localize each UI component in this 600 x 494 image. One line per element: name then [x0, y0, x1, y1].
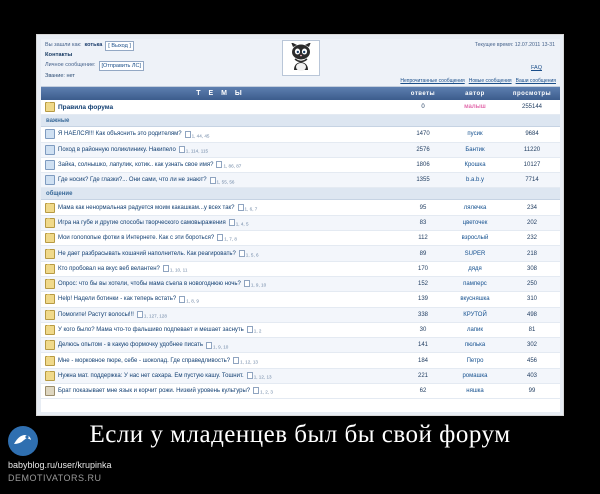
author-cell: [446, 220, 504, 226]
table-header: [41, 87, 560, 100]
topic-cell: [41, 340, 400, 350]
page-numbers: 1, 4, 5: [235, 221, 249, 227]
answers-cell: 112: [418, 235, 428, 242]
folder-icon: [45, 310, 55, 320]
pages-icon: [179, 146, 185, 153]
author-link[interactable]: пусик: [467, 131, 483, 138]
pages-icon: [216, 161, 222, 168]
topic-cell: [41, 102, 400, 112]
folder-icon: [45, 356, 55, 366]
answers-cell: 170: [417, 265, 428, 272]
author-cell: [446, 251, 504, 257]
views-cell: 255144: [521, 104, 543, 111]
table-row[interactable]: [41, 384, 560, 399]
author-link[interactable]: памперс: [463, 281, 487, 288]
folder-icon: [45, 203, 55, 213]
topic-cell: [41, 279, 400, 289]
author-link[interactable]: взрослый: [461, 235, 489, 242]
topic-link[interactable]: Брат показывает мне язык и корчит рожи. Низкий уровень культуры?: [58, 388, 251, 395]
author-cell: [446, 162, 504, 168]
topic-cell: [41, 264, 400, 274]
author-cell: [446, 147, 504, 153]
answers-cell: 83: [419, 219, 427, 226]
folder-icon: [45, 249, 55, 259]
topic-link[interactable]: Не дает разбрасывать кошачий наполнитель. Как реагировать?: [58, 250, 236, 257]
brand-watermark: DEMOTIVATORS.RU: [8, 473, 102, 483]
author-cell: [446, 205, 504, 211]
topic-link[interactable]: Опрос: что бы вы хотели, чтобы мама съела в новогоднюю ночь?: [58, 281, 241, 288]
new-messages-link[interactable]: Новые сообщения: [468, 78, 512, 84]
author-cell: [446, 131, 504, 137]
babyblog-logo-icon: [6, 424, 40, 458]
column-header-answers[interactable]: ответы: [410, 90, 436, 97]
topic-cell: [41, 356, 400, 366]
answers-cell: 1470: [416, 131, 430, 138]
topic-link[interactable]: Помогите! Растут волосы!!!: [58, 311, 134, 318]
pages-icon: [229, 219, 235, 226]
author-cell: [446, 358, 504, 364]
views-cell: 308: [526, 265, 537, 272]
topic-cell: [41, 175, 400, 185]
page-numbers: 1, 2, 3: [260, 389, 273, 395]
rank-value: нет: [66, 73, 75, 79]
page-links[interactable]: [163, 265, 188, 273]
topic-cell: [41, 310, 400, 320]
author-cell: [446, 235, 504, 241]
page-numbers: 1, 55, 56: [216, 179, 235, 185]
pages-icon: [239, 250, 245, 257]
topic-link[interactable]: Игра на губе и другие способы творческого самовыражения: [58, 219, 226, 226]
table-row[interactable]: [41, 323, 560, 338]
table-row[interactable]: [41, 173, 560, 188]
page-numbers: 1, 10, 11: [169, 267, 188, 273]
avatar-cat-icon: [285, 43, 317, 73]
page-numbers: 1, 2: [253, 328, 262, 334]
table-row[interactable]: [41, 292, 560, 307]
author-link[interactable]: ромашка: [462, 372, 488, 379]
column-header-author[interactable]: автор: [465, 90, 485, 97]
section-header-important: важные: [41, 115, 560, 127]
table-row[interactable]: [41, 216, 560, 231]
answers-cell: 141: [417, 342, 428, 349]
folder-icon: [45, 218, 55, 228]
views-cell: 250: [526, 281, 537, 288]
author-link[interactable]: КРУТОЙ: [463, 311, 487, 318]
topic-cell: [41, 294, 400, 304]
pm-label: Личное сообщение:: [45, 62, 96, 68]
page-links[interactable]: [233, 357, 258, 365]
table-row[interactable]: [41, 262, 560, 277]
author-link[interactable]: лапик: [466, 327, 484, 333]
views-cell: 234: [526, 204, 537, 211]
folder-icon: [45, 325, 55, 335]
page-links[interactable]: [210, 177, 235, 185]
views-cell: 302: [526, 342, 537, 349]
topic-cell: [41, 371, 400, 381]
answers-cell: 1355: [416, 177, 430, 184]
table-row[interactable]: [41, 127, 560, 142]
views-cell: 7714: [525, 177, 539, 184]
page-numbers: 1, 114, 115: [185, 148, 209, 154]
page-numbers: 1, 5, 6: [245, 252, 259, 258]
author-cell: [446, 104, 504, 110]
topic-link[interactable]: У кого было? Мама что-то фальшиво подпевает и мешает заснуть: [58, 327, 244, 333]
author-link[interactable]: цветочек: [462, 219, 488, 226]
current-time-label: Текущее время:: [474, 42, 514, 48]
table-row[interactable]: [41, 200, 560, 215]
author-cell: [446, 312, 504, 318]
page-numbers: 1, 44, 45: [191, 133, 210, 139]
views-cell: 81: [528, 327, 536, 333]
forum-topbar: [41, 39, 560, 87]
author-link[interactable]: Крошка: [464, 162, 486, 169]
views-cell: 456: [526, 357, 537, 364]
topic-cell: [41, 218, 400, 228]
author-cell: [446, 388, 504, 394]
page-links[interactable]: [229, 219, 249, 227]
page-numbers: 1, 12, 13: [240, 359, 258, 365]
topic-link[interactable]: Help! Надели ботинки - как теперь встать?: [58, 296, 177, 303]
page-links[interactable]: [247, 326, 262, 334]
table-row[interactable]: [41, 231, 560, 246]
page-numbers: 1, 9, 10: [250, 282, 267, 288]
pages-icon: [253, 387, 259, 394]
screenshot-frame: [36, 34, 564, 416]
pinned-topic-icon: [45, 145, 55, 155]
pages-icon: [210, 177, 216, 184]
answers-cell: 338: [417, 311, 428, 318]
author-link[interactable]: вкусняшка: [460, 296, 490, 303]
page-numbers: 1, 6, 7: [244, 206, 258, 212]
pages-icon: [137, 311, 143, 318]
views-cell: 9684: [525, 131, 539, 138]
answers-cell: 2576: [416, 146, 430, 153]
page-numbers: 1, 127, 128: [143, 313, 167, 319]
topic-link[interactable]: Кто пробовал на вкус веб велантен?: [58, 265, 160, 272]
table-row[interactable]: [41, 158, 560, 173]
table-row[interactable]: [41, 100, 560, 115]
table-row[interactable]: [41, 308, 560, 323]
folder-icon: [45, 279, 55, 289]
pages-icon: [185, 131, 191, 138]
views-cell: 232: [526, 235, 537, 242]
page-links[interactable]: [137, 311, 167, 319]
page-links[interactable]: [206, 342, 228, 350]
poster-caption: Если у младенцев был бы свой форум: [89, 421, 511, 448]
answers-cell: 89: [419, 250, 427, 257]
pinned-topic-icon: [45, 160, 55, 170]
your-messages-link[interactable]: Ваши сообщения: [515, 78, 556, 84]
topic-cell: [41, 129, 400, 139]
topic-link[interactable]: Поход в районную поликлинику. Накипело: [58, 146, 176, 153]
topic-list: [41, 100, 560, 399]
contacts-link[interactable]: Контакты: [45, 52, 73, 58]
answers-cell: 62: [419, 388, 427, 395]
author-cell: [446, 177, 504, 183]
author-link[interactable]: SUPER: [464, 250, 486, 257]
views-cell: 310: [526, 296, 537, 303]
topic-link[interactable]: Мама как ненормальная радуется моим какашкам...у всех так?: [58, 204, 235, 211]
views-cell: 218: [526, 250, 537, 257]
author-cell: [446, 266, 504, 272]
author-link[interactable]: малыш: [464, 104, 486, 111]
answers-cell: 221: [417, 372, 428, 379]
answers-cell: 184: [417, 357, 428, 364]
section-header-general: общение: [41, 188, 560, 200]
author-link[interactable]: пюлька: [464, 342, 486, 349]
views-cell: 99: [528, 388, 536, 395]
page-numbers: 1, 86, 87: [223, 163, 242, 169]
topic-link[interactable]: Мои голопопые фотки в Интернете. Как с эти бороться?: [58, 235, 215, 242]
author-link[interactable]: дядя: [468, 265, 482, 272]
avatar[interactable]: [282, 40, 320, 76]
page-links[interactable]: [179, 146, 208, 154]
author-link[interactable]: Петро: [466, 357, 484, 364]
page-links[interactable]: [253, 387, 273, 395]
topic-cell: [41, 203, 400, 213]
author-cell: [446, 281, 504, 287]
author-cell: [446, 327, 504, 333]
author-link[interactable]: няшка: [466, 388, 484, 395]
answers-cell: 152: [417, 281, 428, 288]
page-links[interactable]: [179, 296, 199, 304]
topic-cell: [41, 325, 400, 335]
pages-icon: [244, 280, 250, 287]
pages-icon: [238, 204, 244, 211]
page-numbers: 1, 12, 13: [253, 374, 272, 380]
rank-label: Звание:: [45, 73, 65, 79]
page-links[interactable]: [185, 131, 210, 139]
table-row[interactable]: [41, 143, 560, 158]
message-links: [400, 78, 556, 84]
author-cell: [446, 296, 504, 302]
topic-link[interactable]: Правила форума: [58, 103, 114, 111]
folder-icon: [45, 264, 55, 274]
folder-icon: [45, 294, 55, 304]
page-numbers: 1, 9, 10: [213, 344, 229, 350]
pinned-topic-icon: [45, 129, 55, 139]
topic-link[interactable]: Зайка, солнышко, лапулик, котик.. как узнать свое имя?: [58, 162, 214, 169]
table-row[interactable]: [41, 353, 560, 368]
pages-icon: [206, 342, 212, 349]
page-links[interactable]: [238, 204, 258, 212]
pages-icon: [163, 265, 169, 272]
username-value: котька: [84, 42, 103, 48]
page-links[interactable]: [216, 161, 241, 169]
page-links[interactable]: [239, 250, 259, 258]
topic-cell: [41, 233, 400, 243]
folder-icon: [45, 102, 55, 112]
author-cell: [446, 373, 504, 379]
author-link[interactable]: b.a.b.y: [465, 177, 484, 184]
pages-icon: [217, 234, 223, 241]
pages-icon: [233, 357, 239, 364]
logout-button[interactable]: [ Выход ]: [105, 41, 134, 51]
answers-cell: 95: [419, 204, 427, 211]
pinned-topic-icon: [45, 175, 55, 185]
topic-link[interactable]: Я НАЕЛСЯ!!! Как объяснить это родителям?: [58, 131, 182, 138]
page-links[interactable]: [217, 234, 237, 242]
folder-icon: [45, 371, 55, 381]
page-numbers: 1, 7, 8: [224, 236, 237, 242]
locked-topic-icon: [45, 386, 55, 396]
forum-screen: [41, 39, 560, 412]
pages-icon: [247, 372, 253, 379]
topic-cell: [41, 249, 400, 259]
login-label: Вы зашли как:: [45, 42, 82, 48]
column-header-views[interactable]: просмотры: [512, 90, 552, 97]
table-row[interactable]: [41, 277, 560, 292]
views-cell: 10127: [523, 162, 541, 169]
pages-icon: [247, 326, 253, 333]
answers-cell: 139: [417, 296, 428, 303]
table-row[interactable]: [41, 369, 560, 384]
answers-cell: 0: [421, 104, 425, 111]
topic-link[interactable]: Делюсь опытом - в какую формочку удобнее писать: [58, 342, 204, 349]
folder-icon: [45, 340, 55, 350]
source-site-label: babyblog.ru/user/krupinka: [8, 460, 112, 470]
views-cell: 498: [526, 311, 537, 318]
table-row[interactable]: [41, 338, 560, 353]
topic-link[interactable]: Где носик? Где глазки?... Они сами, что ли не знают?: [58, 177, 207, 184]
folder-icon: [45, 233, 55, 243]
answers-cell: 1806: [416, 162, 430, 169]
topic-cell: [41, 145, 400, 155]
column-header-topics: Т Е М Ы: [196, 90, 245, 97]
views-cell: 11220: [523, 146, 541, 153]
current-time-value: 12.07.2011 13-31: [514, 42, 555, 48]
topic-link[interactable]: Нужна мат. поддержка: У нас нет сахара. Ем пустую кашу. Тошнит.: [58, 372, 244, 379]
topic-cell: [41, 386, 400, 396]
unread-messages-link[interactable]: Непрочитанные сообщения: [400, 78, 465, 84]
send-pm-button[interactable]: [Отправить ЛС]: [99, 61, 144, 71]
topic-link[interactable]: Мне - морковное пюре, себе - шоколад. Где справедливость?: [58, 357, 231, 364]
topic-cell: [41, 160, 400, 170]
author-link[interactable]: лялечка: [463, 204, 487, 211]
views-cell: 202: [526, 219, 537, 226]
pages-icon: [179, 296, 185, 303]
views-cell: 403: [526, 372, 537, 379]
table-row[interactable]: [41, 246, 560, 261]
author-link[interactable]: Бантик: [465, 146, 485, 153]
current-time: [475, 42, 555, 48]
answers-cell: 30: [419, 327, 427, 333]
page-links[interactable]: [247, 372, 272, 380]
faq-link[interactable]: FAQ: [530, 65, 542, 71]
page-links[interactable]: [244, 280, 266, 288]
page-numbers: 1, 8, 9: [186, 298, 199, 304]
author-cell: [446, 342, 504, 348]
